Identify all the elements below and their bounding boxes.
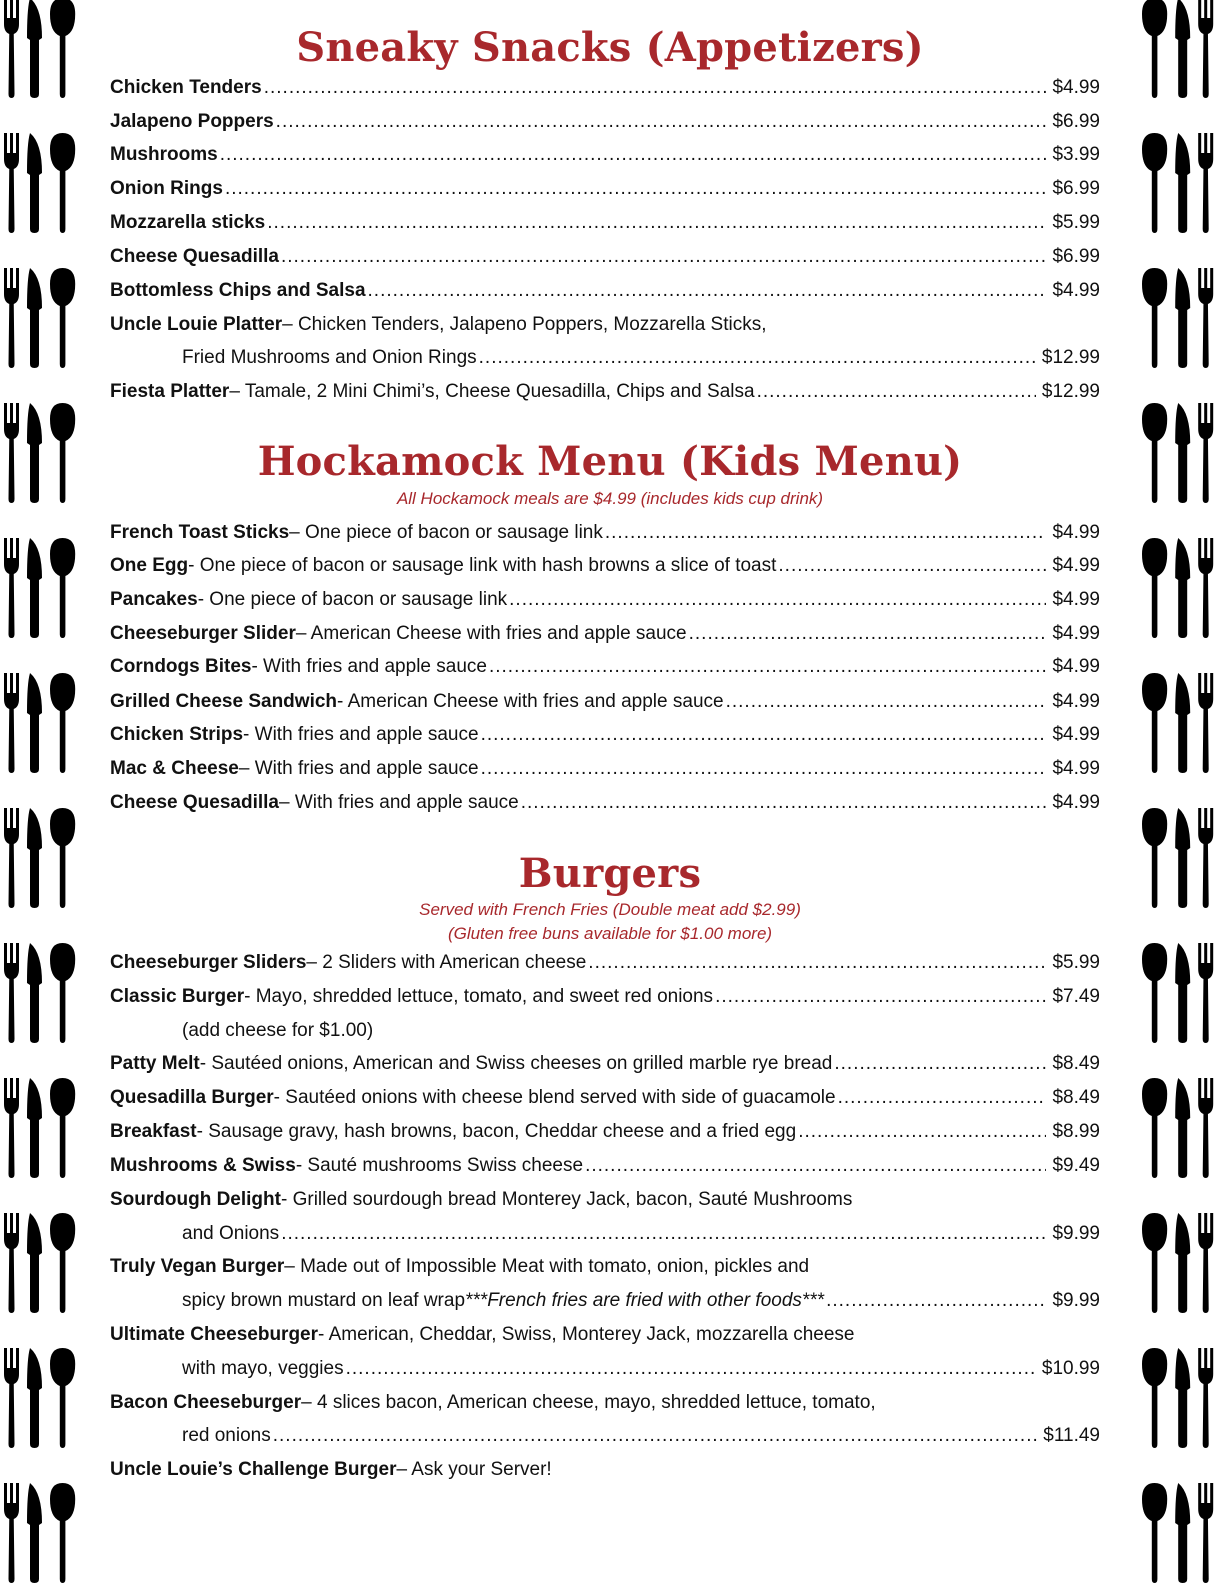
item-name: Quesadilla Burger [110,1087,274,1108]
menu-item-continued [110,1220,1100,1248]
menu-item [110,688,1100,716]
menu-item [110,755,1100,783]
dot-leader [798,1118,1046,1146]
dot-leader [689,620,1047,648]
item-price: $4.99 [1052,623,1100,644]
dot-leader [826,1287,1046,1315]
menu-item [110,983,1100,1011]
knife-icon [1175,1483,1190,1583]
menu-item [110,1389,1100,1417]
item-name: Chicken Strips [110,724,244,745]
item-price: $8.49 [1052,1087,1100,1108]
fork-icon [1198,1348,1213,1448]
knife-icon [27,403,42,503]
fork-icon [1198,808,1213,908]
item-name: Ultimate Cheeseburger [110,1324,319,1345]
dot-leader [220,141,1047,169]
item-description: Fried Mushrooms and Onion Rings [182,347,477,368]
item-price: $4.99 [1052,656,1100,677]
item-description: - American, Cheddar, Swiss, Monterey Jack, mozzarella cheese [318,1324,855,1345]
fork-icon [1198,1213,1213,1313]
menu-item [110,175,1100,203]
dot-leader [368,277,1047,305]
item-price: $10.99 [1041,1358,1100,1379]
menu-item [110,277,1100,305]
item-name: Sourdough Delight [110,1189,281,1210]
item-name: Patty Melt [110,1053,200,1074]
menu-item-continued [110,1287,1100,1315]
item-name: Truly Vegan Burger [110,1256,285,1277]
spoon-icon [50,808,75,908]
item-description: - Sauté mushrooms Swiss cheese [295,1155,584,1176]
menu-item [110,1253,1100,1281]
item-price: $4.99 [1052,522,1100,543]
item-description: - With fries and apple sauce [243,724,479,745]
menu-item-continued [110,1422,1100,1450]
knife-icon [27,1348,42,1448]
item-description: - One piece of bacon or sausage link [197,589,508,610]
item-price: $4.99 [1052,280,1100,301]
dot-leader [489,653,1046,681]
item-name: Mac & Cheese [110,758,239,779]
item-description: – 2 Sliders with American cheese [306,952,587,973]
spoon-icon [50,943,75,1043]
menu-item [110,620,1100,648]
spoon-icon [50,1483,75,1583]
item-price: $4.99 [1052,77,1100,98]
menu-item [110,243,1100,271]
item-description: with mayo, veggies [182,1358,344,1379]
dot-leader [281,1220,1046,1248]
item-name: Fiesta Platter [110,381,230,402]
item-name: Mushrooms [110,144,218,165]
item-description: - American Cheese with fries and apple sauce [337,691,724,712]
item-price: $4.99 [1052,555,1100,576]
item-name: Cheese Quesadilla [110,792,279,813]
knife-icon [1175,133,1190,233]
item-name: Onion Rings [110,178,223,199]
knife-icon [27,808,42,908]
fork-icon [4,1213,19,1313]
spoon-icon [1142,1348,1167,1448]
dot-leader [757,378,1036,406]
item-price: $4.99 [1052,758,1100,779]
spoon-icon [50,403,75,503]
item-name: Grilled Cheese Sandwich [110,691,338,712]
item-description: - With fries and apple sauce [251,656,487,677]
fork-icon [1198,538,1213,638]
item-price: $4.99 [1052,691,1100,712]
menu-item [110,789,1100,817]
fork-icon [1198,1483,1213,1583]
knife-icon [27,1483,42,1583]
dot-leader [346,1355,1036,1383]
item-price: $8.49 [1052,1053,1100,1074]
menu-item-continued [110,1017,1100,1045]
kids-menu-note: All Hockamock meals are $4.99 (includes kids cup drink) [396,489,824,508]
knife-icon [27,0,42,98]
knife-icon [27,943,42,1043]
item-description: – With fries and apple sauce [238,758,479,779]
menu-item [110,1152,1100,1180]
fork-icon [4,0,19,98]
item-name: One Egg [110,555,189,576]
spoon-icon [50,1348,75,1448]
item-description: - Sausage gravy, hash browns, bacon, Cheddar cheese and a fried egg [196,1121,797,1142]
burgers-heading: Burgers [518,850,702,897]
dot-leader [225,175,1047,203]
item-price: $12.99 [1041,347,1100,368]
dot-leader [521,789,1047,817]
item-name: French Toast Sticks [110,522,290,543]
item-name: Bacon Cheeseburger [110,1392,302,1413]
item-name: Classic Burger [110,986,245,1007]
item-price: $9.49 [1052,1155,1100,1176]
knife-icon [1175,1348,1190,1448]
burgers-note-gluten-free: (Gluten free buns available for $1.00 more) [447,924,773,943]
spoon-icon [50,1213,75,1313]
item-price: $4.99 [1052,792,1100,813]
fork-icon [4,133,19,233]
item-description: - Sautéed onions with cheese blend served with side of guacamole [273,1087,836,1108]
item-description: – With fries and apple sauce [278,792,519,813]
item-price: $6.99 [1052,178,1100,199]
menu-item [110,311,1100,339]
fork-icon [4,1483,19,1583]
spoon-icon [50,538,75,638]
item-name: Chicken Tenders [110,77,262,98]
spoon-icon [50,1078,75,1178]
item-description: – 4 slices bacon, American cheese, mayo, shredded lettuce, tomato, [301,1392,876,1413]
knife-icon [1175,1213,1190,1313]
item-price: $11.49 [1043,1425,1100,1446]
fork-icon [1198,943,1213,1043]
knife-icon [1175,673,1190,773]
kids-menu-heading: Hockamock Menu (Kids Menu) [257,438,963,485]
item-price: $7.49 [1052,986,1100,1007]
item-description: - One piece of bacon or sausage link with hash browns a slice of toast [188,555,777,576]
knife-icon [27,1213,42,1313]
item-description-note: ***French fries are fried with other foods*** [465,1290,825,1311]
item-price: $12.99 [1041,381,1100,402]
knife-icon [1175,943,1190,1043]
menu-item [110,74,1100,102]
knife-icon [27,673,42,773]
item-description: spicy brown mustard on leaf wrap [182,1290,466,1311]
fork-icon [4,403,19,503]
menu-item [110,949,1100,977]
item-price: $9.99 [1052,1290,1100,1311]
fork-icon [4,673,19,773]
knife-icon [27,538,42,638]
fork-icon [1198,0,1213,98]
item-name: Mushrooms & Swiss [110,1155,296,1176]
item-price: $3.99 [1052,144,1100,165]
left-cutlery-border [0,0,80,1584]
dot-leader [834,1050,1046,1078]
menu-item [110,209,1100,237]
spoon-icon [1142,1213,1167,1313]
knife-icon [1175,268,1190,368]
menu-item [110,1186,1100,1214]
dot-leader [509,586,1046,614]
fork-icon [4,538,19,638]
item-name: Bottomless Chips and Salsa [110,280,366,301]
fork-icon [1198,403,1213,503]
fork-icon [1198,1078,1213,1178]
dot-leader [276,108,1047,136]
item-name: Corndogs Bites [110,656,252,677]
menu-item [110,1321,1100,1349]
item-description: – One piece of bacon or sausage link [289,522,603,543]
fork-icon [4,808,19,908]
dot-leader [481,721,1047,749]
fork-icon [4,943,19,1043]
item-name: Cheeseburger Sliders [110,952,307,973]
spoon-icon [50,673,75,773]
item-description: – Tamale, 2 Mini Chimi’s, Cheese Quesadilla, Chips and Salsa [229,381,755,402]
appetizers-heading: Sneaky Snacks (Appetizers) [296,24,924,71]
item-price: $4.99 [1052,589,1100,610]
menu-item [110,519,1100,547]
dot-leader [726,688,1047,716]
fork-icon [1198,673,1213,773]
item-description: - Sautéed onions, American and Swiss cheeses on grilled marble rye bread [199,1053,833,1074]
menu-item-continued [110,344,1100,372]
menu-item [110,1118,1100,1146]
cutlery-pattern [0,0,80,1584]
item-description: - Grilled sourdough bread Monterey Jack, bacon, Sauté Mushrooms [280,1189,853,1210]
dot-leader [585,1152,1046,1180]
spoon-icon [1142,808,1167,908]
spoon-icon [1142,133,1167,233]
dot-leader [778,552,1046,580]
fork-icon [1198,133,1213,233]
item-name: Uncle Louie Platter [110,314,283,335]
spoon-icon [1142,1483,1167,1583]
right-cutlery-border [1138,0,1218,1584]
item-description: and Onions [182,1223,280,1244]
fork-icon [1198,268,1213,368]
item-name: Mozzarella sticks [110,212,266,233]
knife-icon [27,268,42,368]
item-name: Breakfast [110,1121,197,1142]
menu-item-continued [110,1355,1100,1383]
knife-icon [27,1078,42,1178]
dot-leader [479,344,1036,372]
menu-item [110,721,1100,749]
item-description: – American Cheese with fries and apple sauce [295,623,687,644]
spoon-icon [50,0,75,98]
item-name: Jalapeno Poppers [110,111,274,132]
knife-icon [1175,403,1190,503]
item-description: - Mayo, shredded lettuce, tomato, and sweet red onions [244,986,714,1007]
knife-icon [1175,808,1190,908]
item-price: $6.99 [1052,111,1100,132]
fork-icon [4,1078,19,1178]
spoon-icon [1142,538,1167,638]
menu-item [110,1456,1100,1484]
cutlery-pattern [1138,0,1218,1584]
dot-leader [605,519,1047,547]
dot-leader [273,1422,1038,1450]
fork-icon [4,268,19,368]
menu-item [110,141,1100,169]
item-price: $4.99 [1052,724,1100,745]
knife-icon [1175,0,1190,98]
knife-icon [1175,538,1190,638]
item-price: $5.99 [1052,212,1100,233]
menu-item [110,378,1100,406]
item-name: Uncle Louie’s Challenge Burger [110,1459,397,1480]
knife-icon [1175,1078,1190,1178]
item-price: $5.99 [1052,952,1100,973]
item-description: – Ask your Server! [396,1459,552,1480]
item-name: Pancakes [110,589,198,610]
item-description: (add cheese for $1.00) [182,1020,374,1041]
dot-leader [715,983,1046,1011]
spoon-icon [1142,0,1167,98]
burgers-note-fries: Served with French Fries (Double meat add $2.99) [419,900,801,919]
dot-leader [588,949,1046,977]
menu-item [110,1050,1100,1078]
menu-item [110,552,1100,580]
item-name: Cheeseburger Slider [110,623,296,644]
item-price: $9.99 [1052,1223,1100,1244]
item-price: $8.99 [1052,1121,1100,1142]
dot-leader [267,209,1046,237]
spoon-icon [50,268,75,368]
spoon-icon [50,133,75,233]
spoon-icon [1142,1078,1167,1178]
menu-item [110,108,1100,136]
item-name: Cheese Quesadilla [110,246,279,267]
menu-item [110,653,1100,681]
spoon-icon [1142,268,1167,368]
spoon-icon [1142,403,1167,503]
menu-item [110,1084,1100,1112]
item-description: – Chicken Tenders, Jalapeno Poppers, Mozzarella Sticks, [282,314,767,335]
item-price: $6.99 [1052,246,1100,267]
menu-item [110,586,1100,614]
dot-leader [481,755,1047,783]
spoon-icon [1142,943,1167,1043]
item-description: red onions [182,1425,271,1446]
knife-icon [27,133,42,233]
spoon-icon [1142,673,1167,773]
item-description: – Made out of Impossible Meat with tomato, onion, pickles and [284,1256,810,1277]
dot-leader [281,243,1046,271]
fork-icon [4,1348,19,1448]
dot-leader [264,74,1047,102]
dot-leader [838,1084,1047,1112]
